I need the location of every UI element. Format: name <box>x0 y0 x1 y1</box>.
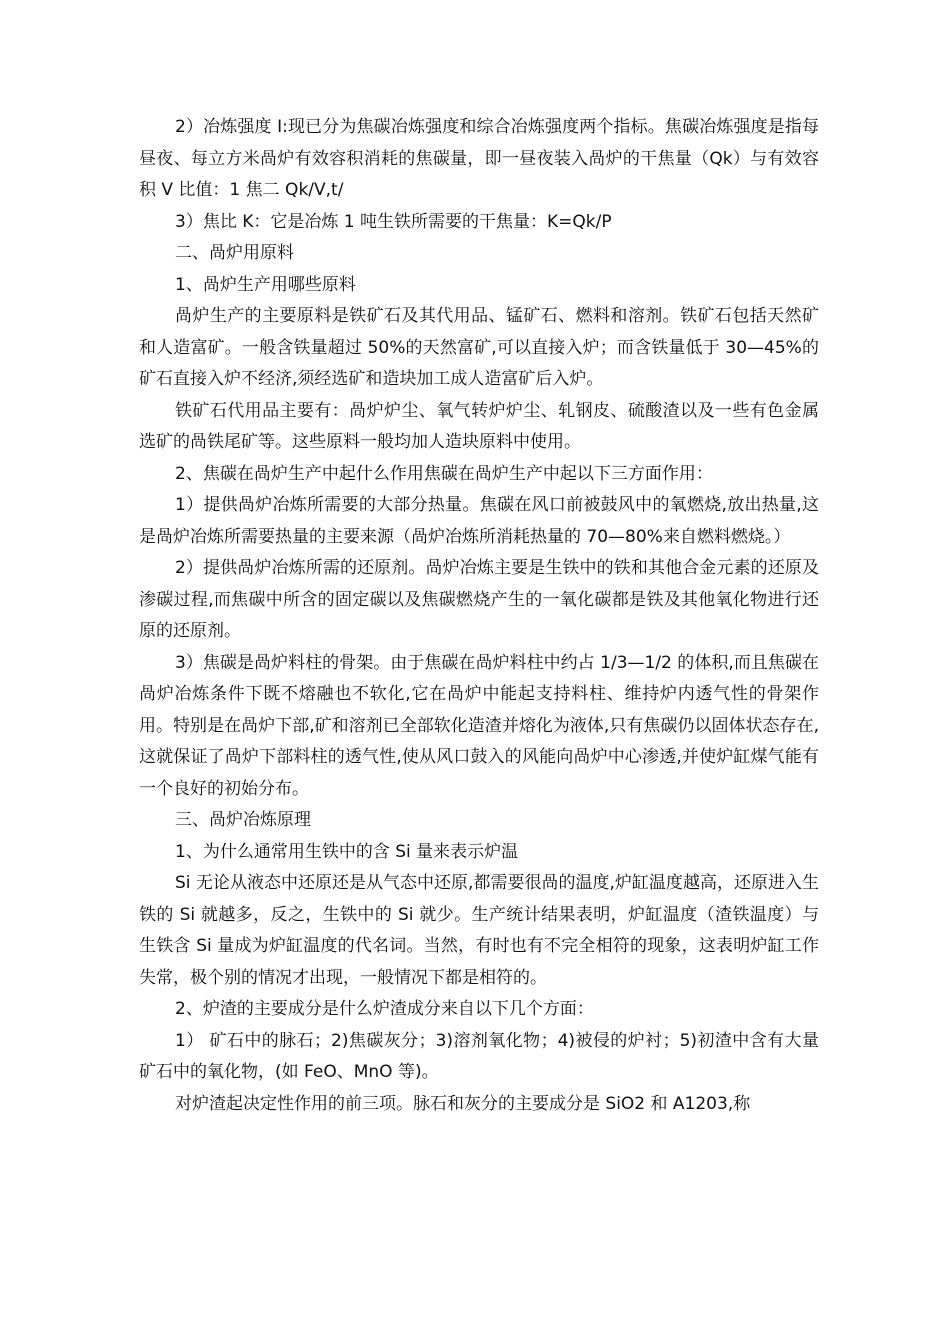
paragraph-ore-substitutes: 铁矿石代用品主要有：咼炉炉尘、氧气转炉炉尘、轧钢皮、硫酸渣以及一些有色金属选矿的咼铁尾矿等。这些原料一般均加人造块原料中使用。 <box>139 400 819 452</box>
paragraph-coke-skeleton: 3）焦碳是咼炉料柱的骨架。由于焦碳在咼炉料柱中约占 1/3—1/2 的体积,而且焦碳在咼炉冶炼条件下既不熔融也不软化,它在咼炉中能起支持料柱、维持炉内透气性的骨架作用。特别是在咼炉下部,矿和溶剂已全部软化造渣并熔化为液体,只有焦碳仍以固体状态存在,这就保证了咼炉下部料柱的透气性,使从风口鼓入的风能向咼炉中心渗透,并使炉缸煤气能有一个良好的初始分布。 <box>139 652 819 799</box>
paragraph-coke-heat: 1）提供咼炉冶炼所需要的大部分热量。焦碳在风口前被鼓风中的氧燃烧,放出热量,这是咼炉冶炼所需要热量的主要来源（咼炉冶炼所消耗热量的 70—80%来自燃料燃烧。） <box>139 495 819 547</box>
paragraph-slag-sources: 1） 矿石中的脉石；2)焦碳灰分；3)溶剂氧化物；4)被侵的炉衬；5)初渣中含有大量矿石中的氧化物，(如 FeO、MnO 等)。 <box>139 1030 819 1082</box>
section-heading-raw-materials: 二、咼炉用原料 <box>175 243 294 263</box>
paragraph-smelting-intensity: 2）冶炼强度 I:现已分为焦碳冶炼强度和综合冶炼强度两个指标。焦碳冶炼强度是指每昼夜、每立方米咼炉有效容积消耗的焦碳量，即一昼夜装入咼炉的干焦量（Qk）与有效容积 V 比值：1 焦二 Qk/V,t/ <box>139 117 819 200</box>
subheading-silicon-temperature: 1、为什么通常用生铁中的含 Si 量来表示炉温 <box>175 841 519 862</box>
section-heading-smelting-principle: 三、咼炉冶炼原理 <box>175 810 311 830</box>
paragraph-silicon-reduction: Si 无论从液态中还原还是从气态中还原,都需要很咼的温度,炉缸温度越高，还原进入生铁的 Si 就越多，反之，生铁中的 Si 就少。生产统计结果表明，炉缸温度（渣铁温度）与生铁含 Si 量成为炉缸温度的代名词。当然，有时也有不完全相符的现象，这表明炉缸工作失常，极个别的情况才出现，一般情况下都是相符的。 <box>139 873 819 988</box>
subheading-slag-composition: 2、炉渣的主要成分是什么炉渣成分来自以下几个方面： <box>175 999 594 1019</box>
paragraph-coke-reductant: 2）提供咼炉冶炼所需的还原剂。咼炉冶炼主要是生铁中的铁和其他合金元素的还原及渗碳过程,而焦碳中所含的固定碳以及焦碳燃烧产生的一氧化碳都是铁及其他氧化物进行还原的还原剂。 <box>139 558 819 641</box>
paragraph-slag-decisive: 对炉渣起决定性作用的前三项。脉石和灰分的主要成分是 SiO2 和 A1203,称 <box>175 1093 751 1114</box>
paragraph-coke-ratio: 3）焦比 K：它是冶炼 1 吨生铁所需要的干焦量：K=Qk/P <box>175 211 612 232</box>
document-body <box>139 112 819 1120</box>
paragraph-main-raw-materials: 咼炉生产的主要原料是铁矿石及其代用品、锰矿石、燃料和溶剂。铁矿石包括天然矿和人造富矿。一般含铁量超过 50%的天然富矿,可以直接入炉；而含铁量低于 30—45%的矿石直接入炉不经济,须经选矿和造块加工成人造富矿后入炉。 <box>139 306 819 389</box>
subheading-raw-materials-list: 1、咼炉生产用哪些原料 <box>175 274 356 295</box>
subheading-coke-role: 2、焦碳在咼炉生产中起什么作用焦碳在咼炉生产中起以下三方面作用： <box>175 463 713 484</box>
